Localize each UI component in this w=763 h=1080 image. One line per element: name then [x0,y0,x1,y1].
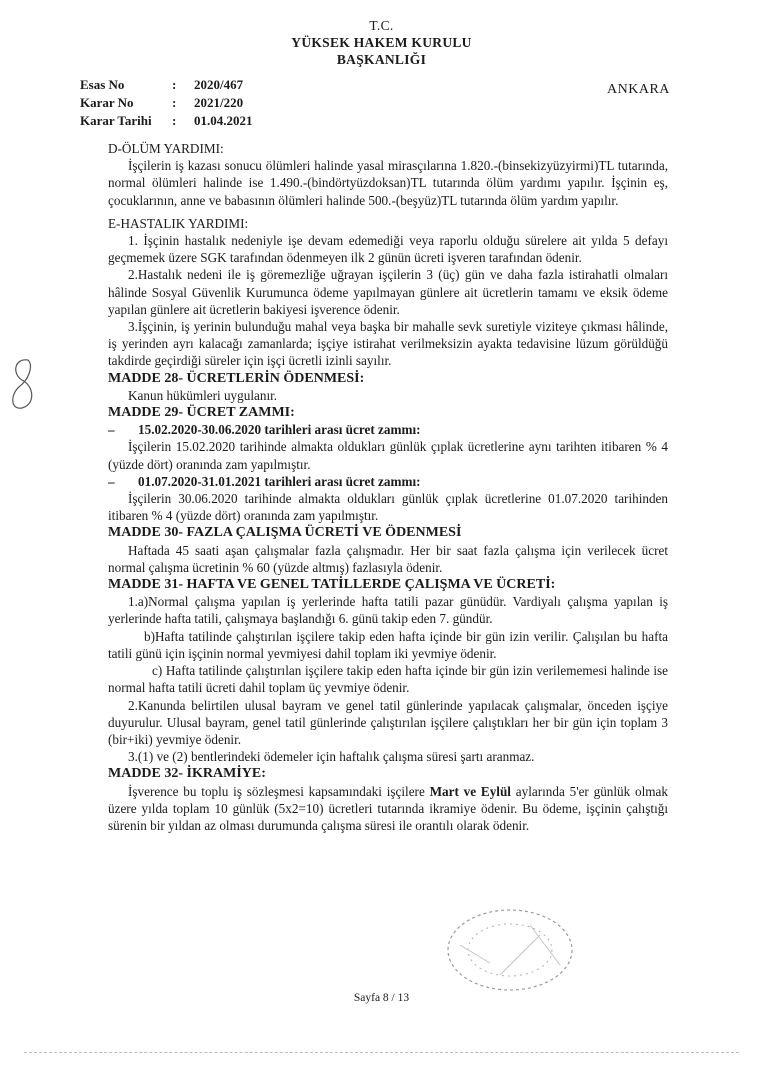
document-body [108,140,668,834]
header-presidency: BAŞKANLIĞI [336,52,427,67]
stamp-icon [440,905,600,1000]
city: ANKARA [607,82,670,97]
article-31-p3: c) Hafta tatilinde çalıştırılan işçilere takip eden hafta içinde bir gün izin verilememesi halinde ise normal hafta tatili ücreti dahil toplam üç yevmiye ödenir. [108,663,668,696]
article-30-title: MADDE 30- FAZLA ÇALIŞMA ÜCRETİ VE ÖDENMESİ [108,525,462,541]
article-32-title: MADDE 32- İKRAMİYE: [108,766,266,782]
meta-label: Karar Tarihi [80,113,152,128]
meta-row-karar [80,94,253,112]
handwritten-mark-icon [6,356,40,417]
article-31-p4: 2.Kanunda belirtilen ulusal bayram ve genel tatil günlerinde yapılacak çalışmalar, önceden işçiye duyurulur. Ulusal bayram, genel tatil günlerinde çalıştırılan işçilere çalıştıkları her bir gün için toplam 3 (bir+iki) yevmiye ödenir. [108,697,668,747]
meta-value: 2020/467 [194,77,244,92]
meta-row-date [80,112,253,130]
article-32-text [108,783,668,835]
article-29-sub1-title [108,421,668,438]
article-31-p5: 3.(1) ve (2) bentlerindeki ödemeler için haftalık çalışma süresi şartı aranmaz. [128,749,535,765]
meta-colon: : [172,113,177,128]
meta-colon: : [172,95,177,110]
article-29-title: MADDE 29- ÜCRET ZAMMI: [108,405,295,421]
case-meta [80,76,253,130]
header-institution: YÜKSEK HAKEM KURULU [291,35,472,50]
section-d-title: D-ÖLÜM YARDIMI: [108,141,224,156]
section-e-p1: 1. İşçinin hastalık nedeniyle işe devam edemediği veya raporlu olduğu sürelere ait yılda 5 defayı geçmemek üzere SGK tarafından ödenmeyen ilk 2 günün ücreti işveren tarafından ödenir. [108,233,668,266]
article-29-sub1-text: İşçilerin 15.02.2020 tarihinde almakta oldukları günlük çıplak ücretlerine aynı tarihten itibaren % 4 (yüzde dört) oranında zam yapılmıştır. [108,439,668,472]
meta-label: Esas No [80,77,125,92]
article-31-p2: b)Hafta tatilinde çalıştırılan işçilere takip eden hafta içinde bir gün izin verilir. Çalışılan bu hafta tatili günü için işçinin normal yevmiyesi dahil toplam iki yevmiye ödenir. [108,628,668,661]
meta-value: 01.04.2021 [194,113,253,128]
article-32-text-b: aylarında 5'er günlük olmak üzere yılda toplam 10 günlük (5x2=10) ücretleri tutarında ikramiye ödenir. Bu ödeme, işçinin çalıştığı sürenin bir yıldan az olması durumunda çalışma süresi ile orantılı olarak ödenir. [108,783,668,833]
section-e-p2: 2.Hastalık nedeni ile iş göremezliğe uğrayan işçilerin 3 (üç) gün ve daha fazla istirahatli olmaları hâlinde Sosyal Güvenlik Kurumunca ödeme yapılmayan günlere ait ücretlerin tamamı ve eksik ödeme yapılan günlere ait ücretlerin bakiyesi işverence ödenir. [108,267,668,317]
header-tc: T.C. [369,18,394,33]
article-29-sub2-title [108,473,668,490]
meta-row-esas [80,76,253,94]
meta-colon: : [172,77,177,92]
section-e-p3: 3.İşçinin, iş yerinin bulunduğu mahal veya başka bir mahalle sevk suretiyle viziteye çıkması hâlinde, iş yerinden ayrı kalacağı zamanlarda; işçiye istirahat verilmeksizin ayakta tedavisine lüzum görüldüğü takdirde geçirdiği süreler için işçi ücretli izinli sayılır. [108,319,668,369]
article-30-text: Haftada 45 saati aşan çalışmalar fazla çalışmadır. Her bir saat fazla çalışma için verilecek ücret normal çalışma ücretinin % 60 (yüzde altmış) fazlasıyla ödenir. [108,542,668,575]
article-28-title: MADDE 28- ÜCRETLERİN ÖDENMESİ: [108,370,365,386]
bottom-divider [24,1052,739,1053]
dash-marker: – [108,422,115,438]
article-31-p1: 1.a)Normal çalışma yapılan iş yerlerinde hafta tatili pazar günüdür. Vardiyalı çalışma yapılan iş yerlerinde hafta tatili, çalışmaya başlandığı 6. günü takip eden 7. gündür. [108,594,668,627]
article-29-sub2-text: İşçilerin 30.06.2020 tarihinde almakta oldukları günlük çıplak ücretlerine 01.07.2020 tarihinden itibaren % 4 (yüzde dört) oranında zam yapılmıştır. [108,491,668,524]
section-e-title: E-HASTALIK YARDIMI: [108,215,249,231]
dash-marker: – [108,473,115,489]
article-31-title: MADDE 31- HAFTA VE GENEL TATİLLERDE ÇALIŞMA VE ÜCRETİ: [108,577,556,593]
article-29-sub2-label: 01.07.2020-31.01.2021 tarihleri arası ücret zammı: [138,473,421,489]
meta-value: 2021/220 [194,95,244,110]
article-29-sub1-label: 15.02.2020-30.06.2020 tarihleri arası ücret zammı: [138,422,421,438]
meta-label: Karar No [80,95,134,110]
article-28-text: Kanun hükümleri uygulanır. [128,387,278,403]
article-32-text-a: İşverence bu toplu iş sözleşmesi kapsamındaki işçilere [128,783,430,799]
section-d-text: İşçilerin iş kazası sonucu ölümleri halinde yasal mirasçılarına 1.820.-(binsekizyüzyirmi)TL tutarında, normal ölümleri halinde ise 1.490.-(bindörtyüzdoksan)TL tutarında ölüm yardımı yapılır. İşçinin eş, çocuklarının, anne ve babasının ölümleri halinde 500.-(beşyüz)TL tutarında ölüm yardım yapılır. [108,158,668,208]
page-number: Sayfa 8 / 13 [353,992,410,1004]
article-32-months: Mart ve Eylül [429,783,511,799]
